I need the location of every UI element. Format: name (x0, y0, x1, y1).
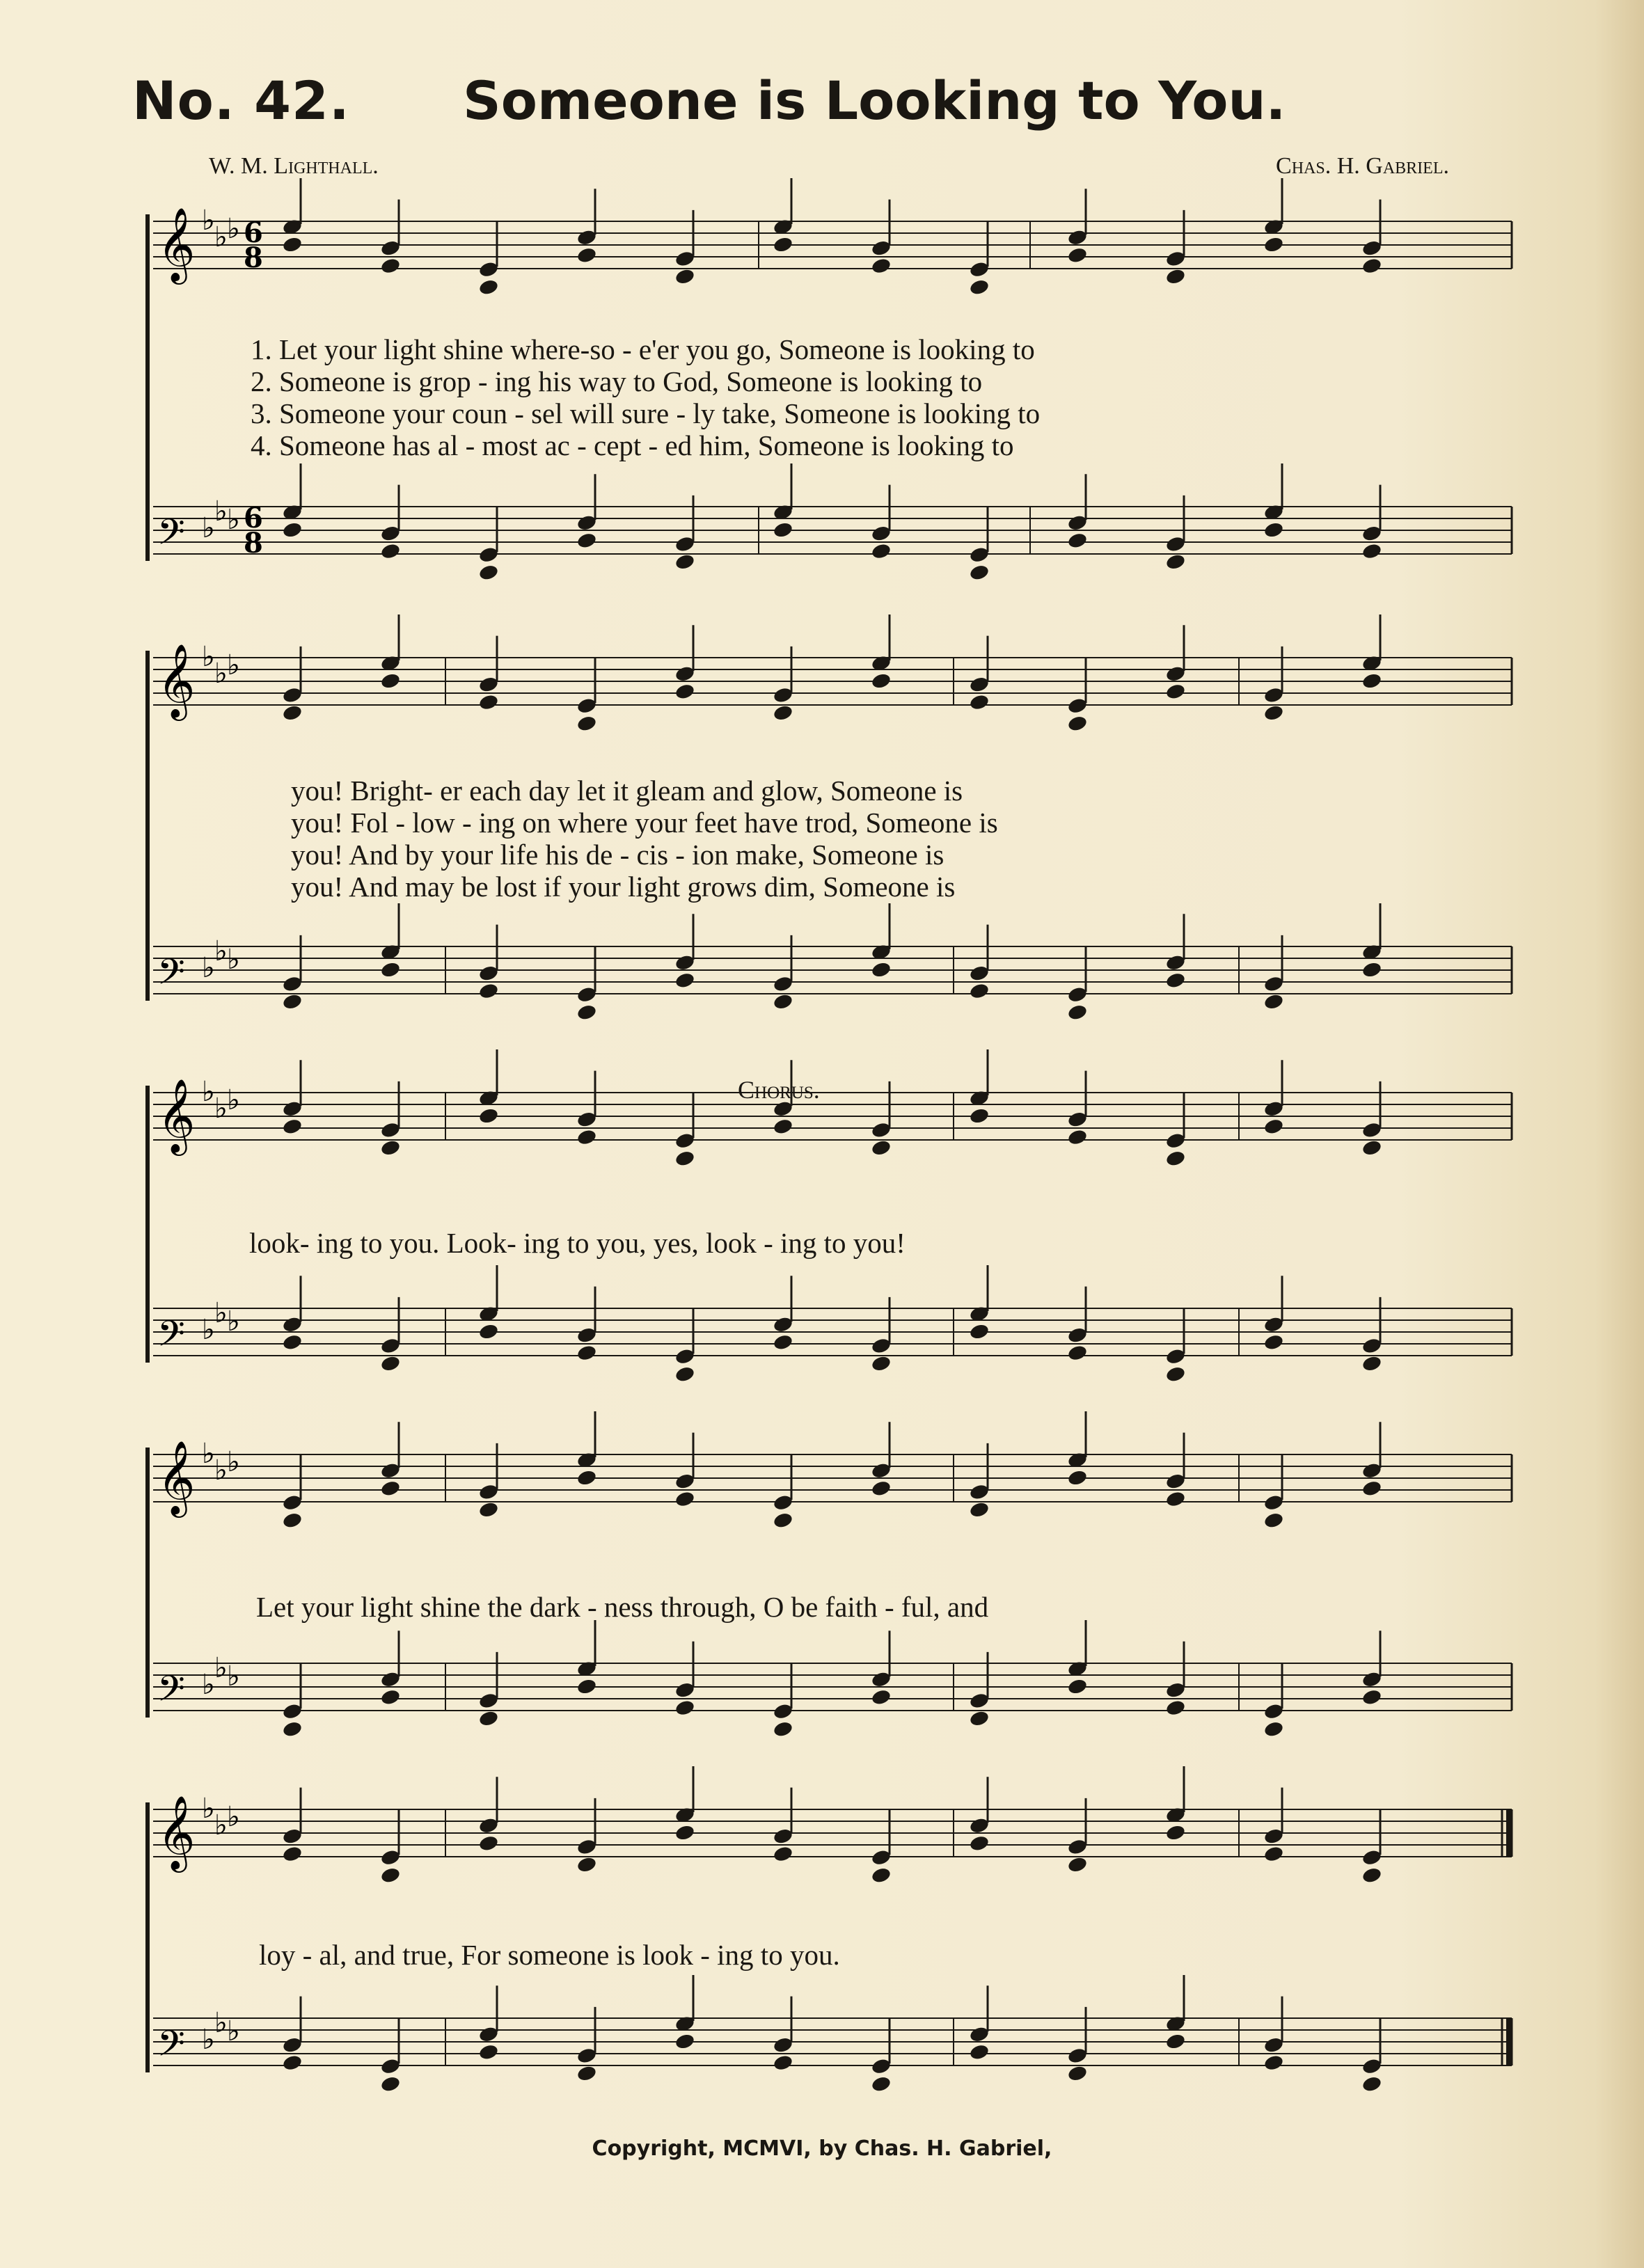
note-head (773, 1512, 794, 1530)
note-head (773, 2054, 794, 2072)
note-head (969, 1323, 990, 1341)
note-head (1263, 1333, 1285, 1351)
note-head (871, 257, 892, 275)
note-head (1361, 1139, 1383, 1157)
note-head (674, 1824, 696, 1842)
note-head (1263, 992, 1285, 1010)
note-head (871, 961, 892, 979)
note-head (1361, 257, 1383, 275)
note-head (1361, 542, 1383, 560)
note-head (1263, 1720, 1285, 1738)
note-head (871, 1480, 892, 1498)
note-head (282, 1845, 303, 1863)
flat-sign: ♭ (227, 649, 240, 681)
flat-sign: ♭ (227, 213, 240, 245)
verse-1-line-2: you! Bright- er each day let it gleam and glow, Someone is (291, 775, 963, 807)
note-head (969, 1709, 990, 1727)
note-head (576, 1469, 598, 1487)
note-head (1165, 2033, 1187, 2051)
note-head (1067, 1469, 1089, 1487)
flat-sign: ♭ (227, 1801, 240, 1833)
verse-3-line-2: you! And by your life his de - cis - ion make, Someone is (291, 839, 944, 871)
flat-sign: ♭ (214, 2007, 228, 2039)
note-head (969, 2043, 990, 2061)
note-head (478, 2043, 500, 2061)
note-head (674, 1365, 696, 1383)
flat-sign: ♭ (202, 205, 215, 237)
note-head (576, 715, 598, 733)
flat-sign: ♭ (202, 1793, 215, 1825)
note-head (282, 1720, 303, 1738)
note-head (1165, 553, 1187, 571)
lyrics-line-5: loy - al, and true, For someone is look - ing to you. (259, 1939, 840, 1971)
flat-sign: ♭ (214, 658, 228, 690)
note-head (1165, 683, 1187, 701)
note-head (1067, 715, 1089, 733)
note-head (674, 553, 696, 571)
lyricist-credit: W. M. Lighthall. (209, 153, 379, 179)
note-head (478, 1834, 500, 1853)
note-head (674, 972, 696, 990)
note-head (1361, 1480, 1383, 1498)
verse-2-line-2: you! Fol - low - ing on where your feet have trod, Someone is (291, 807, 998, 839)
note-head (1263, 521, 1285, 539)
treble-clef: 𝄞 (157, 643, 196, 717)
flat-sign: ♭ (202, 641, 215, 673)
hymn-number: No. 42. (132, 70, 350, 132)
note-head (871, 1688, 892, 1706)
verse-1-line-1: 1. Let your light shine where-so - e'er you go, Someone is looking to (251, 333, 1035, 365)
note-head (773, 704, 794, 722)
flat-sign: ♭ (214, 1652, 228, 1684)
flat-sign: ♭ (227, 1306, 240, 1338)
bass-clef: 𝄢 (157, 2022, 185, 2073)
note-head (1067, 1678, 1089, 1696)
note-head (576, 1855, 598, 1873)
note-head (969, 1500, 990, 1518)
note-head (773, 521, 794, 539)
note-head (380, 2075, 402, 2093)
note-head (1361, 961, 1383, 979)
note-head (576, 1344, 598, 1362)
note-head (1067, 246, 1089, 264)
note-head (1263, 2054, 1285, 2072)
note-head (1263, 1118, 1285, 1136)
note-head (1361, 1688, 1383, 1706)
note-head (969, 693, 990, 711)
note-head (576, 1678, 598, 1696)
note-head (871, 542, 892, 560)
flat-sign: ♭ (214, 1297, 228, 1329)
note-head (576, 1004, 598, 1022)
note-head (773, 1720, 794, 1738)
flat-sign: ♭ (202, 2024, 215, 2056)
note-head (773, 992, 794, 1010)
treble-clef: 𝄞 (157, 207, 196, 281)
composer-credit: Chas. H. Gabriel. (1276, 153, 1449, 179)
flat-sign: ♭ (202, 952, 215, 984)
note-head (773, 1118, 794, 1136)
flat-sign: ♭ (202, 512, 215, 544)
note-head (969, 982, 990, 1000)
note-head (380, 1139, 402, 1157)
flat-sign: ♭ (227, 504, 240, 536)
note-head (871, 1866, 892, 1885)
note-head (380, 257, 402, 275)
note-head (478, 1709, 500, 1727)
note-head (380, 542, 402, 560)
flat-sign: ♭ (202, 1438, 215, 1470)
bass-clef: 𝄢 (157, 1313, 185, 1363)
note-head (1067, 532, 1089, 550)
note-head (1361, 1866, 1383, 1885)
note-head (576, 1128, 598, 1146)
note-head (969, 278, 990, 296)
flat-sign: ♭ (202, 1314, 215, 1346)
note-head (773, 1845, 794, 1863)
note-head (576, 246, 598, 264)
note-head (1165, 1490, 1187, 1508)
note-head (1067, 1004, 1089, 1022)
note-head (871, 672, 892, 690)
note-head (282, 1512, 303, 1530)
note-head (674, 683, 696, 701)
treble-clef: 𝄞 (157, 1440, 196, 1514)
note-head (282, 236, 303, 254)
note-head (282, 704, 303, 722)
bass-clef: 𝄢 (157, 951, 185, 1001)
note-head (282, 2054, 303, 2072)
note-head (969, 564, 990, 582)
note-head (1165, 972, 1187, 990)
flat-sign: ♭ (214, 221, 228, 253)
note-head (969, 1834, 990, 1853)
note-head (380, 1480, 402, 1498)
flat-sign: ♭ (214, 1093, 228, 1125)
note-head (871, 1354, 892, 1372)
note-head (282, 1333, 303, 1351)
time-sig-treble-bottom: 8 (244, 241, 263, 274)
note-head (773, 236, 794, 254)
flat-sign: ♭ (227, 2015, 240, 2047)
note-head (478, 278, 500, 296)
copyright-notice: Copyright, MCMVI, by Chas. H. Gabriel, (592, 2136, 1052, 2161)
note-head (478, 564, 500, 582)
lyrics-line-3: look- ing to you. Look- ing to you, yes, look - ing to you! (249, 1227, 906, 1259)
verse-2-line-1: 2. Someone is grop - ing his way to God, Someone is looking to (251, 365, 983, 397)
note-head (1263, 704, 1285, 722)
note-head (282, 992, 303, 1010)
note-head (380, 961, 402, 979)
note-head (380, 1354, 402, 1372)
flat-sign: ♭ (202, 1669, 215, 1701)
hymn-title: Someone is Looking to You. (463, 70, 1286, 132)
note-head (871, 1139, 892, 1157)
chorus-label: Chorus. (738, 1076, 820, 1104)
flat-sign: ♭ (214, 495, 228, 528)
note-head (478, 1500, 500, 1518)
flat-sign: ♭ (227, 1660, 240, 1692)
note-head (674, 1490, 696, 1508)
note-head (282, 521, 303, 539)
note-head (380, 672, 402, 690)
note-head (1263, 236, 1285, 254)
note-head (1361, 1354, 1383, 1372)
note-head (1165, 1824, 1187, 1842)
note-head (674, 2033, 696, 2051)
flat-sign: ♭ (202, 1076, 215, 1108)
note-head (773, 1333, 794, 1351)
note-head (1263, 1845, 1285, 1863)
verse-4-line-1: 4. Someone has al - most ac - cept - ed him, Someone is looking to (251, 429, 1014, 461)
note-head (674, 1150, 696, 1168)
note-head (1067, 2064, 1089, 2082)
note-head (674, 267, 696, 285)
note-head (478, 693, 500, 711)
note-head (380, 1688, 402, 1706)
note-head (1067, 1128, 1089, 1146)
note-head (1067, 1855, 1089, 1873)
note-head (1165, 1150, 1187, 1168)
note-head (1361, 672, 1383, 690)
flat-sign: ♭ (214, 935, 228, 967)
note-head (282, 1118, 303, 1136)
flat-sign: ♭ (227, 944, 240, 976)
note-head (478, 982, 500, 1000)
note-head (1067, 1344, 1089, 1362)
flat-sign: ♭ (214, 1454, 228, 1486)
note-head (1165, 267, 1187, 285)
note-head (478, 1107, 500, 1125)
note-head (380, 1866, 402, 1885)
note-head (478, 1323, 500, 1341)
treble-clef: 𝄞 (157, 1795, 196, 1869)
time-sig-bass-top: 6 (244, 502, 263, 534)
note-head (1263, 1512, 1285, 1530)
note-head (1361, 2075, 1383, 2093)
flat-sign: ♭ (214, 1809, 228, 1841)
flat-sign: ♭ (227, 1446, 240, 1478)
treble-clef: 𝄞 (157, 1078, 196, 1152)
verse-4-line-2: you! And may be lost if your light grows dim, Someone is (291, 871, 956, 903)
note-head (969, 1107, 990, 1125)
note-head (576, 2064, 598, 2082)
time-sig-treble-top: 6 (244, 216, 263, 249)
note-head (1165, 1699, 1187, 1717)
note-head (674, 1699, 696, 1717)
verse-3-line-1: 3. Someone your coun - sel will sure - ly take, Someone is looking to (251, 397, 1041, 429)
note-head (1165, 1365, 1187, 1383)
bass-clef: 𝄢 (157, 511, 185, 562)
note-head (576, 532, 598, 550)
lyrics-line-4: Let your light shine the dark - ness through, O be faith - ful, and (256, 1591, 989, 1623)
note-head (871, 2075, 892, 2093)
time-sig-bass-bottom: 8 (244, 527, 263, 560)
bass-clef: 𝄢 (157, 1667, 185, 1718)
flat-sign: ♭ (227, 1084, 240, 1116)
